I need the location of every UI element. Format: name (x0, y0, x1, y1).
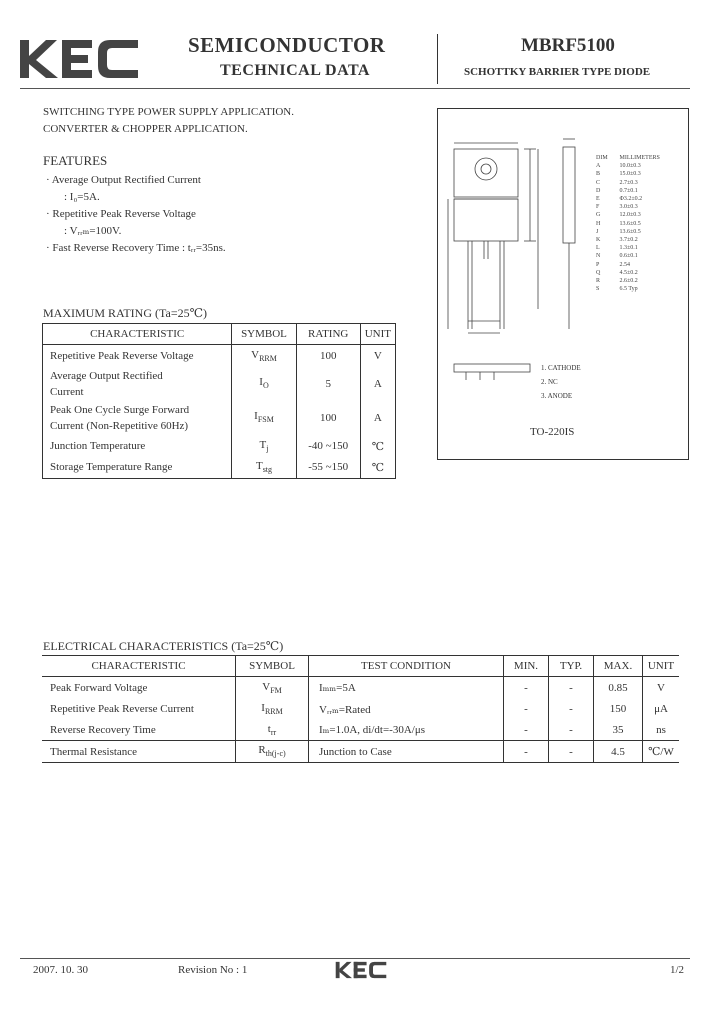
dim-letter: S (596, 286, 600, 293)
dimension-row (594, 179, 684, 187)
characteristic-cell: Peak One Cycle Surge Forward Current (Non-Repetitive 60Hz) (43, 400, 232, 436)
characteristic-cell: Junction Temperature (43, 436, 232, 457)
dim-value: 13.6±0.5 (619, 220, 641, 227)
table-header-row (42, 656, 679, 677)
characteristic-cell: Repetitive Peak Reverse Voltage (43, 345, 232, 368)
dim-letter: R (596, 278, 601, 285)
unit-cell: ℃ (371, 461, 385, 474)
condition-cell: Junction to Case (309, 741, 504, 763)
column-header: MIN. (504, 656, 549, 677)
symbol-cell: $I_{FSM}$ (232, 400, 296, 436)
header-subtitle: TECHNICAL DATA (220, 62, 370, 79)
pin-label: 2. NC (541, 378, 558, 386)
dim-value: 0.6±0.1 (619, 253, 638, 260)
dim-value: 3.0±0.3 (619, 204, 638, 211)
dim-value: 12.0±0.3 (619, 212, 641, 219)
table-row (42, 741, 679, 763)
dim-letter: J (596, 228, 599, 235)
dim-value: 2.54 (619, 261, 630, 268)
column-header: SYMBOL (236, 656, 309, 677)
dimension-table (594, 154, 684, 293)
typ-cell: - (549, 720, 594, 741)
table-row (43, 400, 396, 436)
feature-item: · Repetitive Peak Reverse Voltage (46, 208, 196, 220)
feature-item: : Vᵣᵣₘ=100V. (64, 225, 122, 237)
max-cell: 35 (594, 720, 643, 741)
table-row (42, 699, 679, 720)
table-row (43, 345, 396, 368)
min-cell: - (504, 741, 549, 763)
rating-cell: 5 (296, 368, 360, 400)
dim-letter: F (596, 204, 600, 211)
rating-cell: 100 (296, 345, 360, 368)
rating-cell: 100 (296, 400, 360, 436)
symbol-cell: $I_{RRM}$ (236, 699, 309, 720)
dim-value: 10.0±0.3 (619, 163, 641, 170)
symbol-cell: $t_{rr}$ (236, 720, 309, 741)
characteristic-cell: Repetitive Peak Reverse Current (42, 699, 236, 720)
table-row (43, 368, 396, 400)
kec-logo (20, 38, 138, 80)
unit-cell: ℃/W (648, 746, 674, 758)
unit-cell: V (373, 350, 382, 363)
footer-revision: Revision No : 1 (178, 964, 248, 976)
table-row (42, 720, 679, 741)
unit-cell: μA (654, 703, 668, 715)
characteristic-cell: Peak Forward Voltage (42, 677, 236, 699)
dim-value: 13.6±0.5 (619, 228, 641, 235)
dimension-row (594, 203, 684, 211)
header-title: SEMICONDUCTOR (188, 33, 386, 57)
dimension-row (594, 162, 684, 170)
max-rating-title: MAXIMUM RATING (Ta=25℃) (43, 306, 208, 320)
electrical-table (42, 655, 679, 763)
header-divider (437, 34, 438, 84)
dim-value: 2.7±0.3 (619, 179, 638, 186)
dim-letter: H (596, 220, 601, 227)
dimension-row (594, 236, 684, 244)
application-line-2: CONVERTER & CHOPPER APPLICATION. (43, 123, 248, 135)
dimension-row (594, 277, 684, 285)
table-row (43, 436, 396, 457)
dimension-row (594, 220, 684, 228)
dim-letter: K (596, 237, 601, 244)
symbol-cell: $R_{th(j-c)}$ (236, 741, 309, 763)
characteristic-cell: Average Output Rectified Current (43, 368, 232, 400)
part-number: MBRF5100 (521, 35, 615, 56)
max-rating-table (42, 323, 396, 479)
table-row (43, 457, 396, 479)
dimension-row (594, 261, 684, 269)
column-header: CHARACTERISTIC (43, 324, 232, 345)
part-description: SCHOTTKY BARRIER TYPE DIODE (464, 66, 651, 78)
column-header: RATING (296, 324, 360, 345)
dim-value: 4.5±0.2 (619, 269, 638, 276)
electrical-title: ELECTRICAL CHARACTERISTICS (Ta=25℃) (43, 639, 284, 653)
unit-cell: A (373, 377, 382, 390)
application-line-1: SWITCHING TYPE POWER SUPPLY APPLICATION. (43, 106, 295, 118)
dim-letter: Q (596, 269, 601, 276)
footer-date: 2007. 10. 30 (33, 964, 88, 976)
typ-cell: - (549, 677, 594, 699)
dim-value: 3.7±0.2 (619, 237, 638, 244)
footer-kec-logo (334, 961, 388, 979)
max-cell: 150 (594, 699, 643, 720)
min-cell: - (504, 677, 549, 699)
pin-label: 3. ANODE (541, 392, 573, 400)
package-name: TO-220IS (530, 426, 575, 438)
condition-cell: Iₘₘ=5A (309, 677, 504, 699)
dim-value: 6.5 Typ (619, 286, 638, 293)
pin-strip-drawing (452, 362, 532, 382)
min-cell: - (504, 699, 549, 720)
rating-cell: -40 ~150 (296, 436, 360, 457)
footer-page: 1/2 (670, 964, 685, 976)
unit-cell: ns (656, 723, 666, 736)
characteristic-cell: Reverse Recovery Time (42, 720, 236, 741)
condition-cell: Vᵣᵣₘ=Rated (309, 699, 504, 720)
unit-cell: A (373, 411, 382, 424)
dim-value: 0.7±0.1 (619, 187, 638, 194)
characteristic-cell: Storage Temperature Range (43, 457, 232, 479)
column-header: SYMBOL (232, 324, 296, 345)
dimension-row (594, 195, 684, 203)
column-header: UNIT (360, 324, 395, 345)
dimension-row (594, 187, 684, 195)
dim-letter: C (596, 179, 601, 186)
column-header: TEST CONDITION (309, 656, 504, 677)
table-header-row (43, 324, 396, 345)
characteristic-cell: Thermal Resistance (42, 741, 236, 763)
dim-letter: L (596, 245, 600, 252)
rating-cell: -55 ~150 (296, 457, 360, 479)
dim-letter: E (596, 196, 600, 203)
footer-rule (20, 958, 690, 959)
dim-value: Φ3.2±0.2 (619, 196, 643, 203)
dimension-row (594, 170, 684, 178)
feature-item: · Average Output Rectified Current (46, 174, 201, 186)
max-cell: 0.85 (594, 677, 643, 699)
dimension-row (594, 211, 684, 219)
pin-label: 1. CATHODE (541, 364, 581, 372)
dim-letter: N (596, 253, 601, 260)
feature-item: : I₀=5A. (64, 191, 100, 203)
dim-letter: B (596, 171, 601, 178)
unit-cell: ℃ (371, 440, 385, 453)
symbol-cell: $T_j$ (232, 436, 296, 457)
typ-cell: - (549, 741, 594, 763)
dim-letter: D (596, 187, 601, 194)
dimension-header-row (594, 154, 684, 162)
symbol-cell: $T_{stg}$ (232, 457, 296, 479)
column-header: CHARACTERISTIC (42, 656, 236, 677)
symbol-cell: $V_{FM}$ (236, 677, 309, 699)
condition-cell: Iₘ=1.0A, di/dt=-30A/μs (309, 720, 504, 741)
symbol-cell: $V_{RRM}$ (232, 345, 296, 368)
column-header: TYP. (549, 656, 594, 677)
min-cell: - (504, 720, 549, 741)
dimension-row (594, 269, 684, 277)
column-header: UNIT (643, 656, 680, 677)
dim-value: 15.0±0.3 (619, 171, 641, 178)
dimension-row (594, 285, 684, 293)
dim-letter: G (596, 212, 601, 219)
column-header: MAX. (594, 656, 643, 677)
features-title: FEATURES (43, 153, 108, 168)
unit-cell: V (657, 681, 665, 694)
feature-item: · Fast Reverse Recovery Time : tᵣᵣ=35ns. (46, 242, 226, 254)
typ-cell: - (549, 699, 594, 720)
dim-value: 2.6±0.2 (619, 278, 638, 285)
dim-letter: P (596, 261, 600, 268)
dimension-row (594, 228, 684, 236)
symbol-cell: $I_O$ (232, 368, 296, 400)
header-rule (20, 88, 690, 89)
dim-letter: A (596, 163, 601, 170)
max-cell: 4.5 (594, 741, 643, 763)
dim-value: 1.3±0.1 (619, 245, 638, 252)
table-row (42, 677, 679, 699)
dimension-row (594, 252, 684, 260)
dimension-row (594, 244, 684, 252)
dim-header: MILLIMETERS (619, 155, 660, 161)
dim-header: DIM (596, 155, 608, 161)
